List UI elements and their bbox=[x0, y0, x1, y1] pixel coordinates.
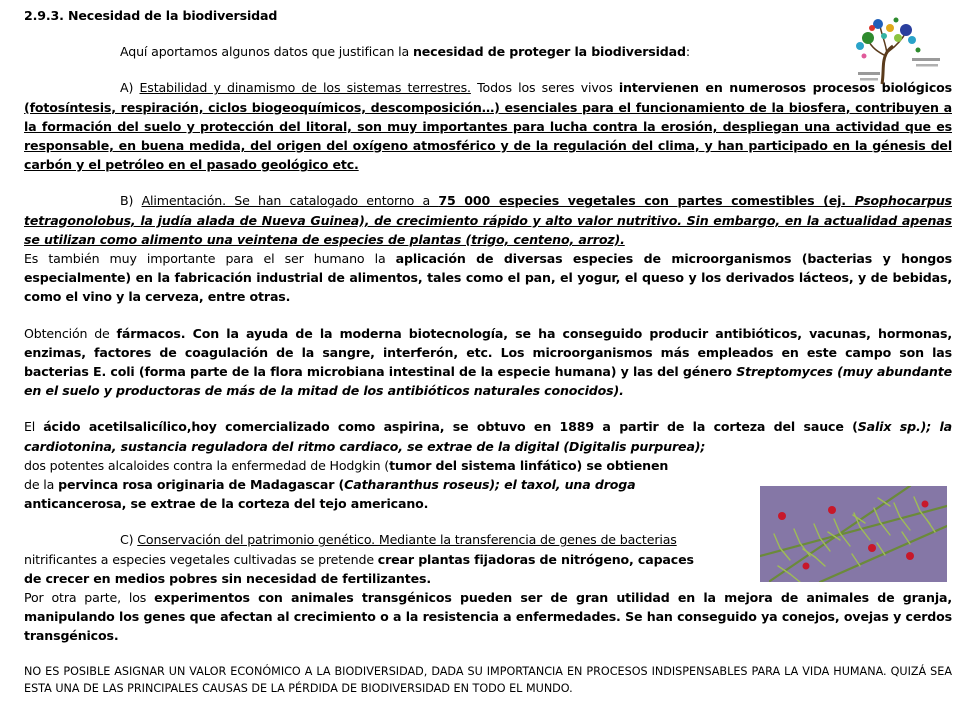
paragraph-microorganisms: Es también muy importante para el ser humano la aplicación de diversas especies de microorganismos (bacterias y hongos especialmente) en la fabricación industrial de alimentos, tales como el pan, el yogur, el queso y los derivados lácteos, y de bebidas, como el vino y la cerveza, entre otras. bbox=[24, 251, 952, 305]
section-heading: 2.9.3. Necesidad de la biodiversidad bbox=[24, 8, 278, 23]
subheading-food: Alimentación. bbox=[141, 193, 226, 209]
intro-paragraph: Aquí aportamos algunos datos que justifican la necesidad de proteger la biodiversidad: bbox=[120, 44, 690, 60]
subheading-stability: Estabilidad y dinamismo de los sistemas terrestres. bbox=[139, 80, 471, 96]
closing-statement: NO ES POSIBLE ASIGNAR UN VALOR ECONÓMICO A LA BIODIVERSIDAD, DADA SU IMPORTANCIA EN PROCESOS INDISPENSABLES PARA LA VIDA HUMANA. QUIZÁ SEA ESTA UNA DE LAS PRINCIPALES CAUSAS DE LA PÉRDIDA DE BIODIVERSIDAD EN TODO EL MUNDO. bbox=[24, 664, 952, 695]
line-periwinkle: de la pervinca rosa originaria de Madagascar (Catharanthus roseus); el taxol, una droga bbox=[24, 477, 636, 493]
line-nitrifying: nitrificantes a especies vegetales cultivadas se pretende crear plantas fijadoras de nitrógeno, capaces bbox=[24, 551, 694, 567]
biodiversity-tree-logo bbox=[838, 14, 948, 86]
tree-trunk bbox=[882, 46, 893, 84]
paragraph-aspirin: El ácido acetilsalicílico,hoy comercializado como aspirina, se obtuvo en 1889 a partir de la corteza del sauce (Salix sp.); la cardiotonina, sustancia reguladora del ritmo cardiaco, se extrae de la digital (Digitalis purpurea); bbox=[24, 419, 953, 454]
yew-branch-photo bbox=[760, 486, 947, 582]
document-page bbox=[24, 6, 952, 697]
line-hodgkin: dos potentes alcaloides contra la enfermedad de Hodgkin (tumor del sistema linfático) se obtienen bbox=[24, 457, 669, 473]
paragraph-drugs: Obtención de fármacos. Con la ayuda de la moderna biotecnología, se ha conseguido producir antibióticos, vacunas, hormonas, enzimas, factores de coagulación de la sangre, interferón, etc. Los microorganismos más empleados en este campo son las bacterias E. coli (forma parte de la flora microbiana intestinal de la especie humana) y las del género Streptomyces (muy abundante en el suelo y productoras de más de la mitad de los antibióticos naturales conocidos). bbox=[24, 325, 953, 399]
subheading-genetic: Conservación del patrimonio genético. Mediante la transferencia de genes de bacterias bbox=[137, 532, 677, 548]
paragraph-genetic: C) Conservación del patrimonio genético. Mediante la transferencia de genes de bacterias bbox=[120, 532, 677, 548]
paragraph-food: B) Alimentación. Se han catalogado entorno a 75 000 especies vegetales con partes comestibles (ej. Psophocarpus tetragonolobus, la judía alada de Nueva Guinea), de crecimiento rápido y alto valor nutritivo. Sin embargo, en la actualidad apenas se utilizan como alimento una veintena de especies de plantas (trigo, centeno, arroz). bbox=[24, 193, 952, 247]
paragraph-transgenic: Por otra parte, los experimentos con animales transgénicos pueden ser de gran utilidad en la mejora de animales de granja, manipulando los genes que afectan al crecimiento o a la resistencia a enfermedades. Se han conseguido ya conejos, ovejas y cerdos transgénicos. bbox=[24, 590, 952, 644]
line-fertilizers: de crecer en medios pobres sin necesidad de fertilizantes. bbox=[24, 570, 431, 586]
paragraph-stability: A) Estabilidad y dinamismo de los sistemas terrestres. Todos los seres vivos intervienen en numerosos procesos biológicos (fotosíntesis, respiración, ciclos biogeoquímicos, descomposición…) esenciales para el funcionamiento de la biosfera, contribuyen a la formación del suelo y protección del litoral, son muy importantes para lucha contra la erosión, despliegan una actividad que es responsable, en buena medida, del origen del oxígeno atmosférico y de la regulación del clima, y han participado en la génesis del carbón y el petróleo en el pasado geológico etc. bbox=[24, 80, 952, 173]
line-taxol: anticancerosa, se extrae de la corteza del tejo americano. bbox=[24, 496, 429, 512]
